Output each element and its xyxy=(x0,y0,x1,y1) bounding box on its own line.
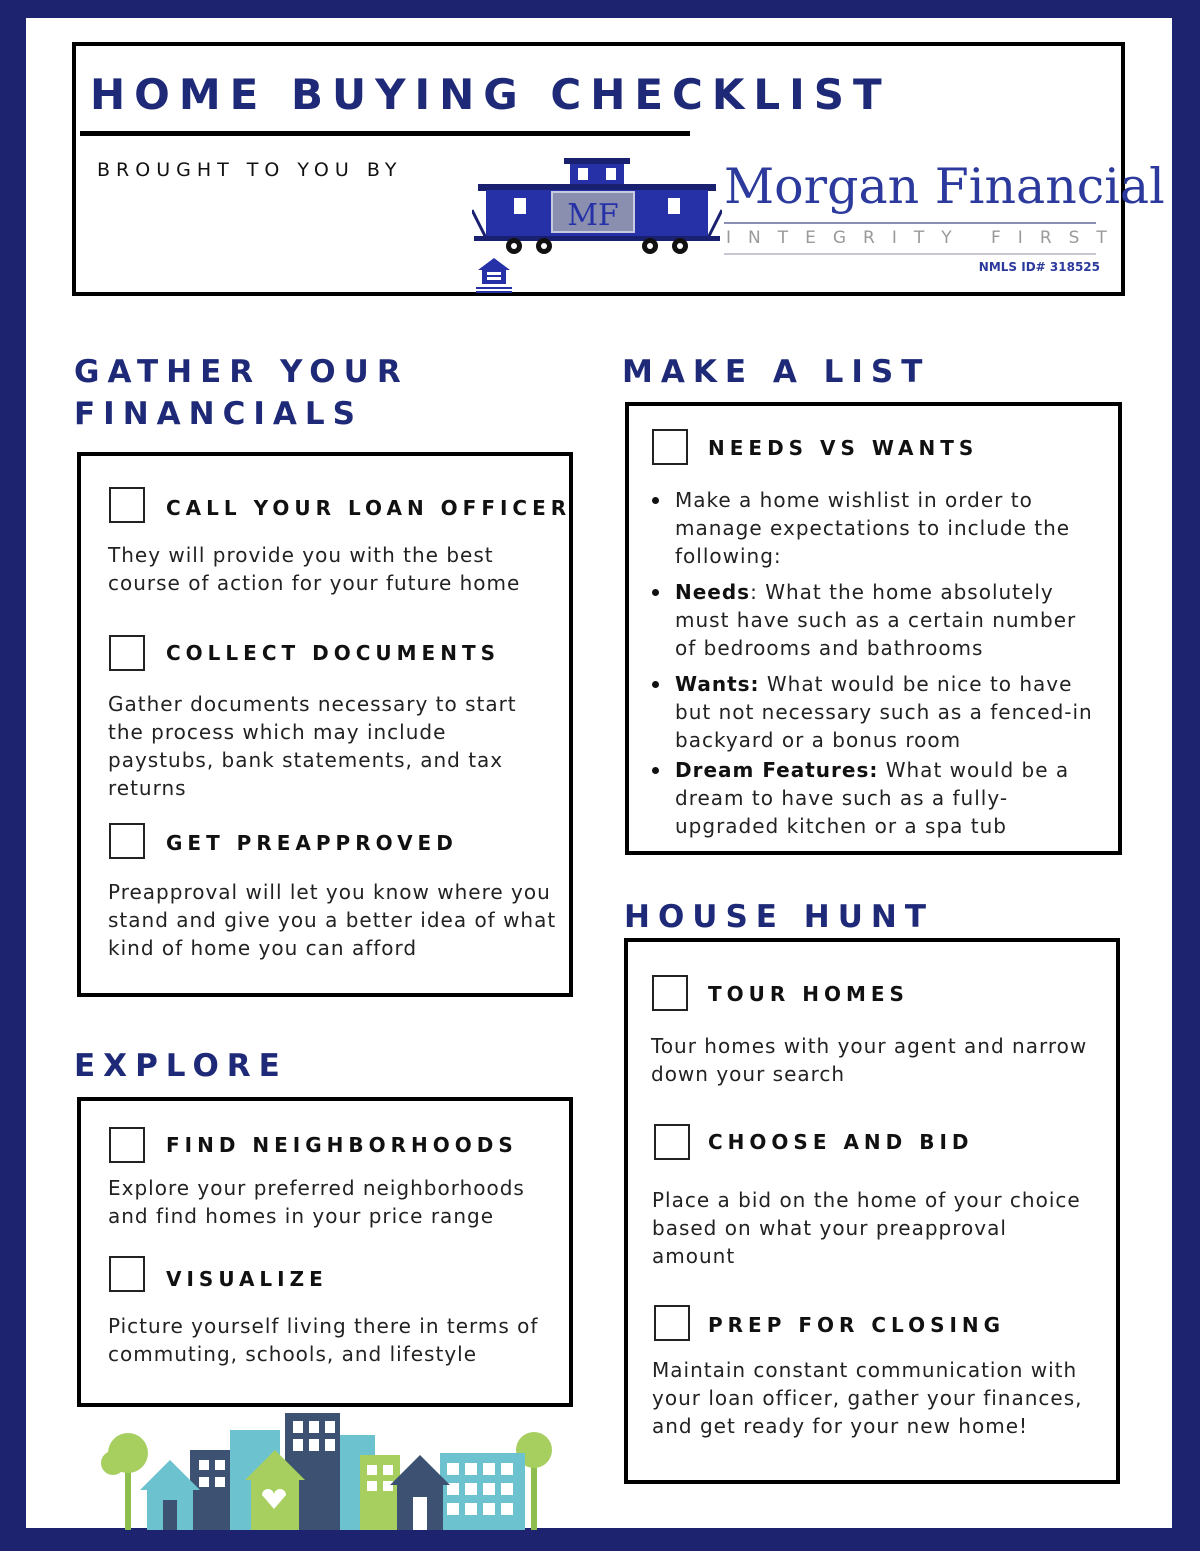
item-title-tour-homes: TOUR HOMES xyxy=(708,982,909,1006)
item-title-call-loan-officer: CALL YOUR LOAN OFFICER xyxy=(166,496,572,520)
checkbox-prep-for-closing[interactable] xyxy=(654,1305,690,1341)
item-title-visualize: VISUALIZE xyxy=(166,1267,328,1291)
item-desc-find-neighborhoods: Explore your preferred neighborhoods and find homes in your price range xyxy=(108,1176,525,1228)
logo-company-name: Morgan Financial xyxy=(724,158,1165,215)
nmls-id: NMLS ID# 318525 xyxy=(978,260,1100,274)
logo-divider-lower xyxy=(724,253,1096,255)
section-heading-gather: GATHER YOUR xyxy=(74,354,409,390)
item-desc-tour-homes: Tour homes with your agent and narrow down your search xyxy=(651,1034,1088,1086)
section-heading-make-list: MAKE A LIST xyxy=(622,354,931,390)
byline: BROUGHT TO YOU BY xyxy=(97,159,403,181)
needs-wants-bullet-list xyxy=(650,486,1095,848)
section-heading-explore: EXPLORE xyxy=(74,1048,288,1084)
checkbox-get-preapproved[interactable] xyxy=(109,823,145,859)
checkbox-tour-homes[interactable] xyxy=(652,975,688,1011)
item-desc-get-preapproved: Preapproval will let you know where you stand and give you a better idea of what kind of home you can afford xyxy=(108,880,557,960)
title-underline xyxy=(80,131,690,136)
logo-monogram: MF xyxy=(567,198,619,233)
item-desc-prep-for-closing: Maintain constant communication with your loan officer, gather your finances, and get ready for your new home! xyxy=(652,1358,1083,1438)
item-title-get-preapproved: GET PREAPPROVED xyxy=(166,831,458,855)
bullet-wants: Wants: What would be nice to have but not necessary such as a fenced-in backyard or a bonus room xyxy=(650,670,1095,754)
item-title-find-neighborhoods: FIND NEIGHBORHOODS xyxy=(166,1133,518,1157)
checkbox-call-loan-officer[interactable] xyxy=(109,487,145,523)
section-heading-gather-line2: FINANCIALS xyxy=(74,396,363,432)
city-skyline-illustration xyxy=(95,1405,565,1530)
morgan-financial-logo xyxy=(472,150,1165,290)
checkbox-visualize[interactable] xyxy=(109,1256,145,1292)
item-title-prep-for-closing: PREP FOR CLOSING xyxy=(708,1313,1006,1337)
item-desc-collect-documents: Gather documents necessary to start the process which may include paystubs, bank statements, and tax returns xyxy=(108,692,517,800)
item-title-choose-and-bid: CHOOSE AND BID xyxy=(708,1130,974,1154)
checkbox-collect-documents[interactable] xyxy=(109,635,145,671)
logo-tagline: INTEGRITY FIRST xyxy=(726,228,1124,248)
checkbox-choose-and-bid[interactable] xyxy=(654,1124,690,1160)
page-title: HOME BUYING CHECKLIST xyxy=(90,70,891,119)
section-heading-house-hunt: HOUSE HUNT xyxy=(624,899,934,935)
bullet-needs: Needs: What the home absolutely must have such as a certain number of bedrooms and bathrooms xyxy=(650,578,1095,662)
item-desc-call-loan-officer: They will provide you with the best course of action for your future home xyxy=(108,543,521,595)
bullet-wishlist: Make a home wishlist in order to manage expectations to include the following: xyxy=(650,486,1095,570)
item-desc-visualize: Picture yourself living there in terms of commuting, schools, and lifestyle xyxy=(108,1314,539,1366)
logo-divider xyxy=(724,222,1096,224)
checkbox-find-neighborhoods[interactable] xyxy=(109,1127,145,1163)
checkbox-needs-vs-wants[interactable] xyxy=(652,429,688,465)
item-title-needs-vs-wants: NEEDS VS WANTS xyxy=(708,436,979,460)
item-desc-choose-and-bid: Place a bid on the home of your choice based on what your preapproval amount xyxy=(652,1188,1081,1268)
equal-housing-icon xyxy=(474,254,514,294)
bullet-dream-features: Dream Features: What would be a dream to have such as a fully-upgraded kitchen or a spa tub xyxy=(650,756,1095,840)
item-title-collect-documents: COLLECT DOCUMENTS xyxy=(166,641,500,665)
